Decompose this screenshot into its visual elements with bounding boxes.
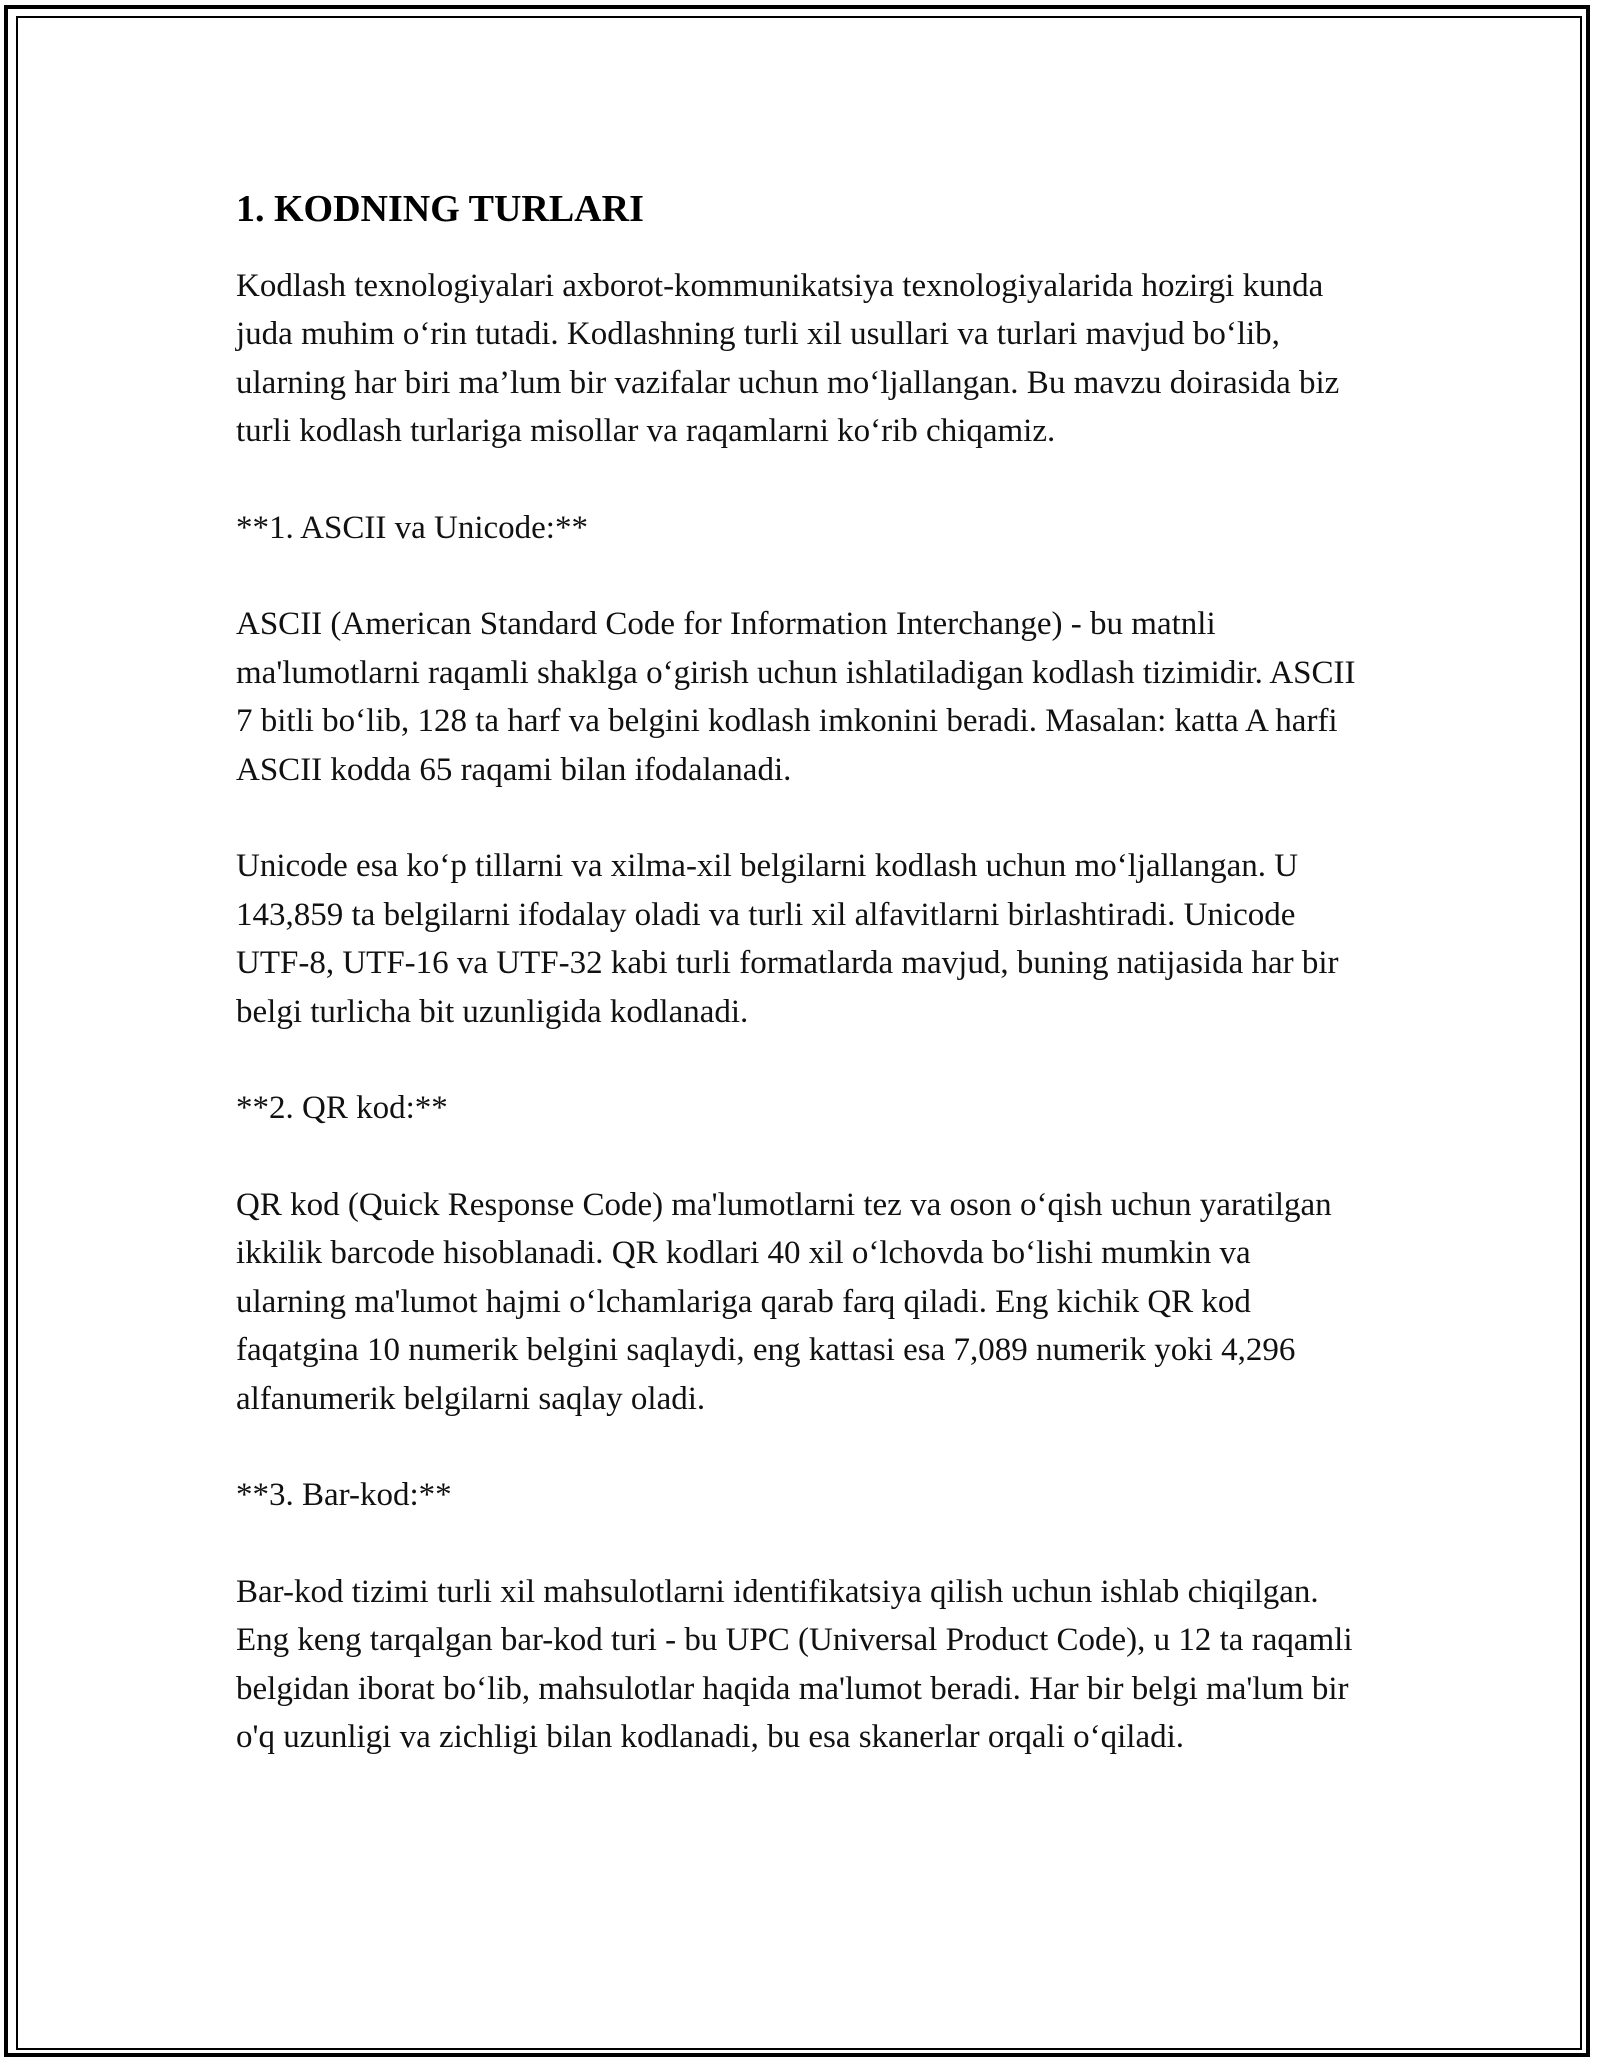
unicode-paragraph: Unicode esa ko‘p tillarni va xilma-xil belgilarni kodlash uchun mo‘ljallangan. U 143,859 ta belgilarni ifodalay oladi va turli xil alfavitlarni birlashtiradi. Unicode UTF-8, UTF-16 va UTF-32 kabi turli formatlarda mavjud, buning natijasida har bir belgi turlicha bit uzunligida kodlanadi. bbox=[236, 848, 1339, 1030]
intro-paragraph: Kodlash texnologiyalari axborot-kommunikatsiya texnologiyalarida hozirgi kunda juda muhim o‘rin tutadi. Kodlashning turli xil usullari va turlari mavjud bo‘lib, ularning har biri ma’lum bir vazifalar uchun mo‘ljallangan. Bu mavzu doirasida biz turli kodlash turlariga misollar va raqamlarni ko‘rib chiqamiz. bbox=[236, 267, 1340, 449]
section-title: 1. KODNING TURLARI bbox=[236, 188, 644, 230]
subheading-ascii-unicode: **1. ASCII va Unicode:** bbox=[236, 509, 588, 546]
subheading-barcode: **3. Bar-kod:** bbox=[236, 1477, 452, 1513]
barcode-paragraph: Bar-kod tizimi turli xil mahsulotlarni identifikatsiya qilish uchun ishlab chiqilgan. Eng keng tarqalgan bar-kod turi - bu UPC (Universal Product Code), u 12 ta raqamli belgidan iborat bo‘lib, mahsulotlar haqida ma'lumot beradi. Har bir belgi ma'lum bir o'q uzunligi va zichligi bilan kodlanadi, bu esa skanerlar orqali o‘qiladi. bbox=[236, 1573, 1353, 1755]
ascii-paragraph: ASCII (American Standard Code for Information Interchange) - bu matnli ma'lumotlarni raqamli shaklga o‘girish uchun ishlatiladigan kodlash tizimidir. ASCII 7 bitli bo‘lib, 128 ta harf va belgini kodlash imkonini beradi. Masalan: katta A harfi ASCII kodda 65 raqami bilan ifodalanadi. bbox=[236, 606, 1356, 788]
subheading-qr-code: **2. QR kod:** bbox=[236, 1090, 448, 1126]
qr-code-paragraph: QR kod (Quick Response Code) ma'lumotlarni tez va oson o‘qish uchun yaratilgan ikkilik barcode hisoblanadi. QR kodlari 40 xil o‘lchovda bo‘lishi mumkin va ularning ma'lumot hajmi o‘lchamlariga qarab farq qiladi. Eng kichik QR kod faqatgina 10 numerik belgini saqlaydi, eng kattasi esa 7,089 numerik yoki 4,296 alfanumerik belgilarni saqlay oladi. bbox=[236, 1186, 1332, 1417]
document-body bbox=[236, 186, 1366, 1810]
